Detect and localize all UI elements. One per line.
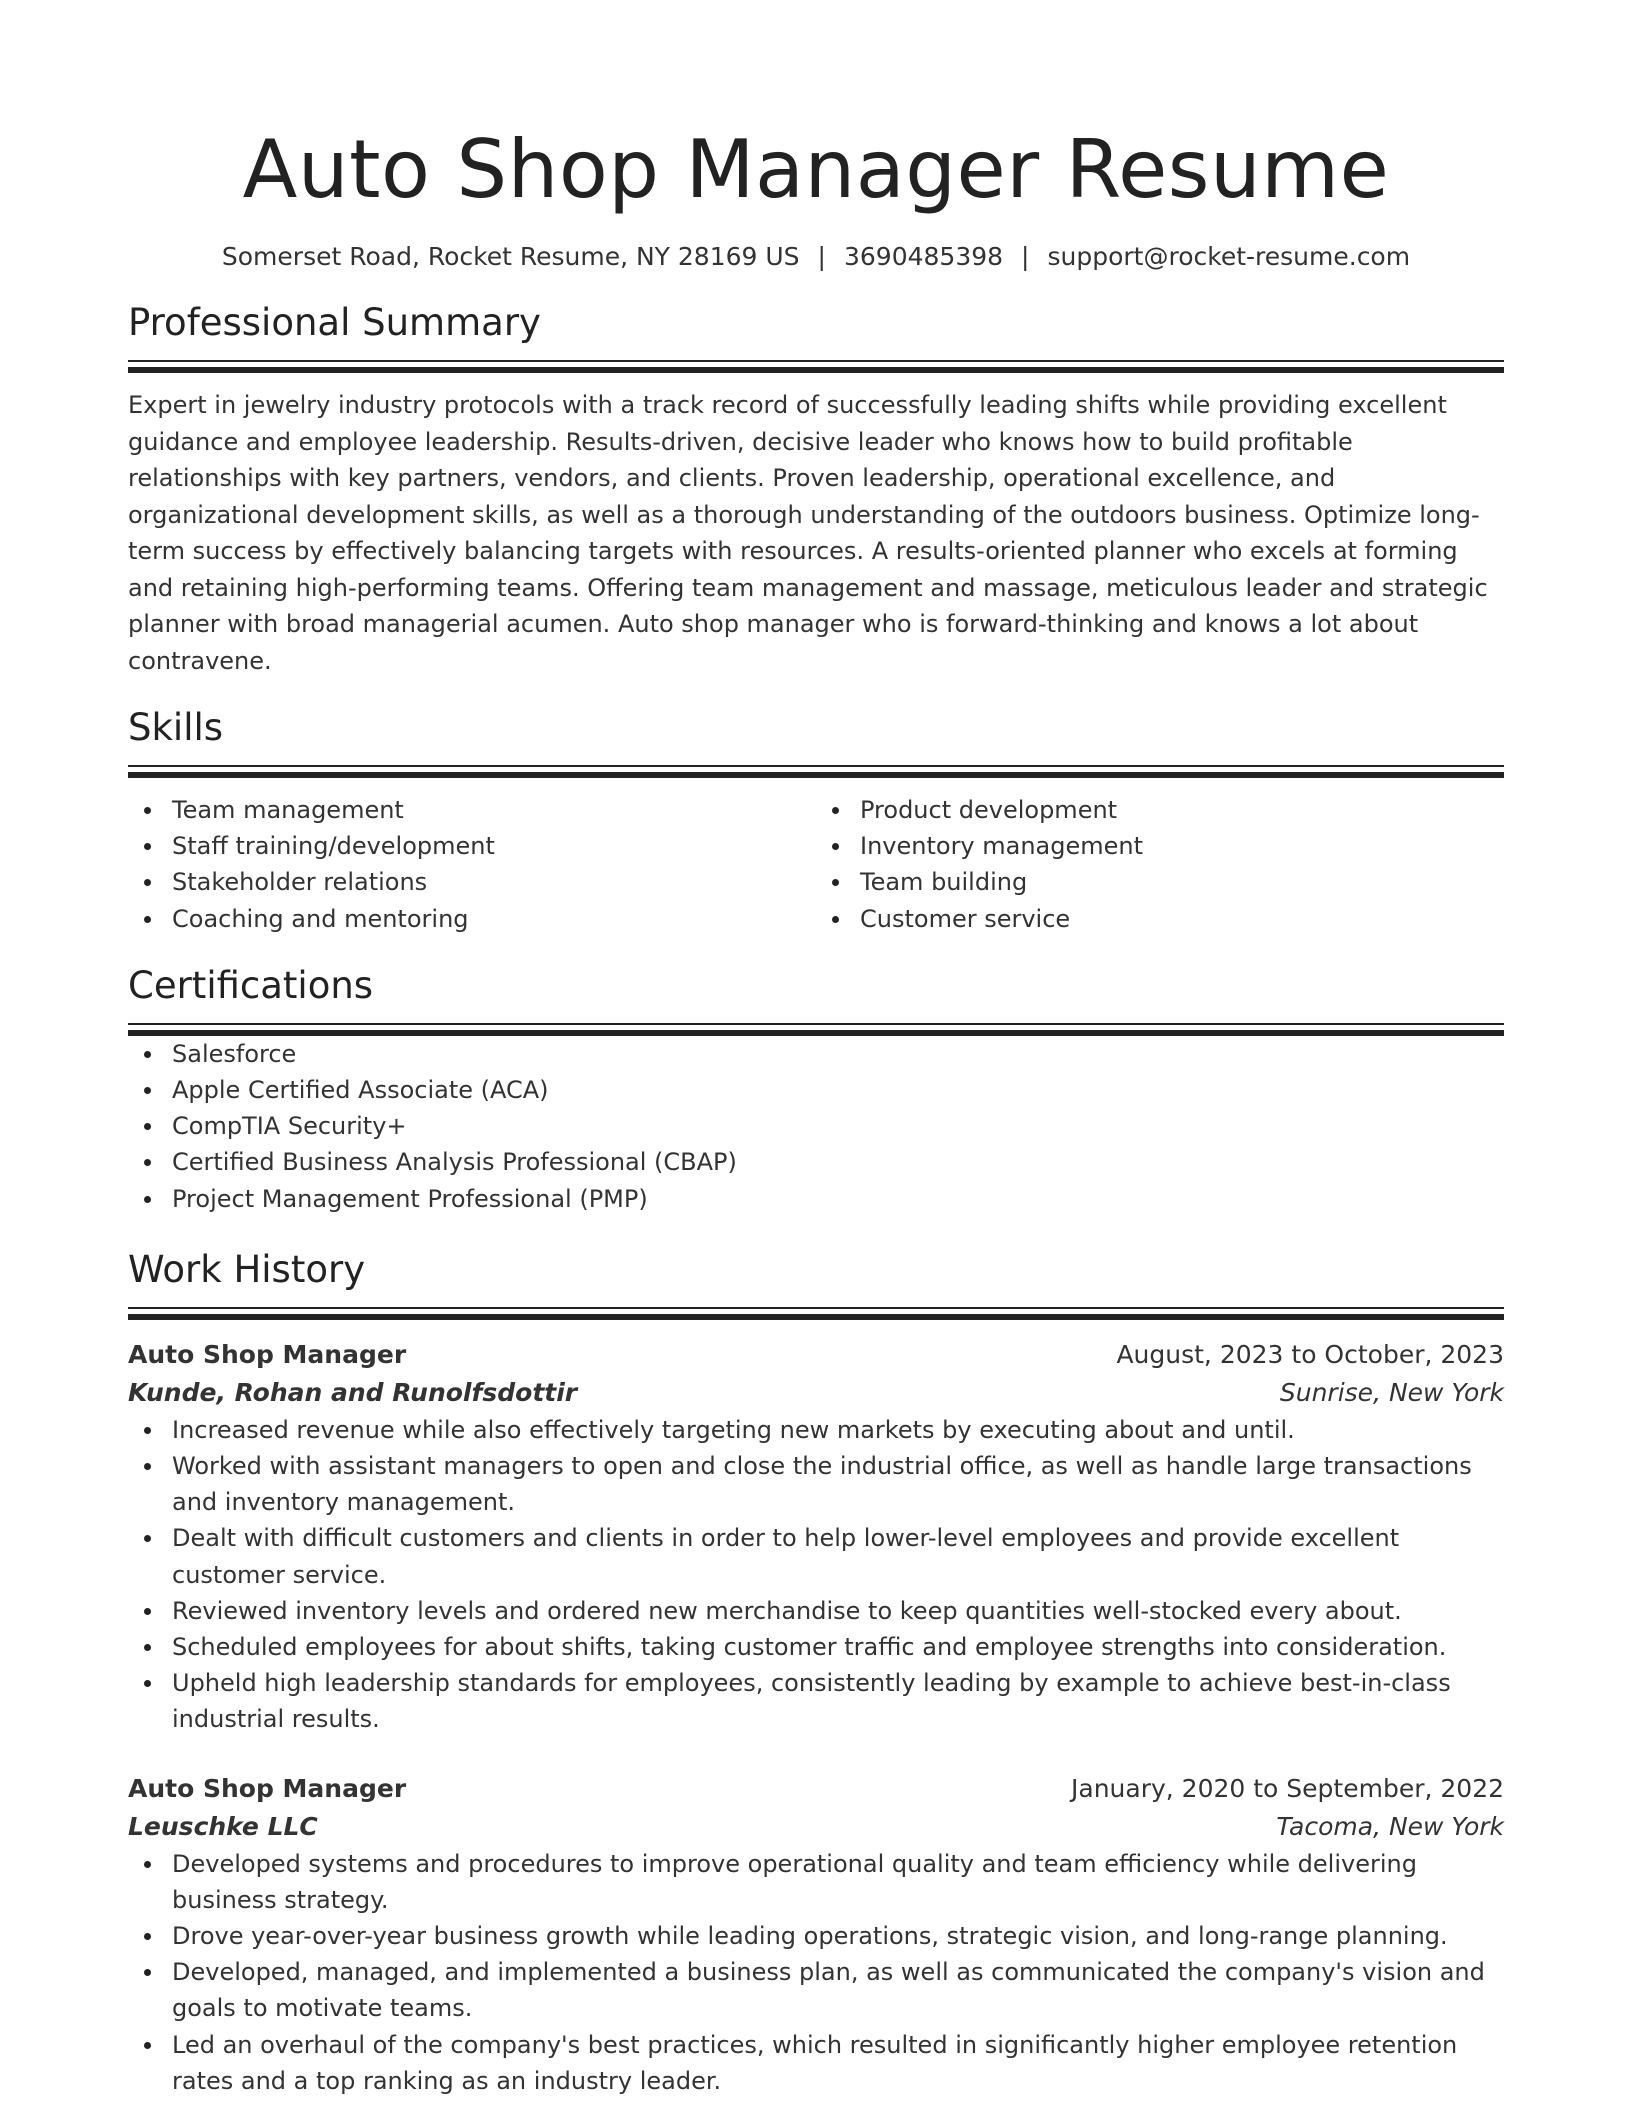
certification-item: Project Management Professional (PMP): [172, 1181, 1504, 1217]
summary-section: [128, 300, 1504, 679]
job-subheader: [128, 1374, 1504, 1412]
skill-item: Coaching and mentoring: [172, 901, 816, 937]
skills-list-left: [128, 792, 816, 937]
section-heading: Certifications: [128, 963, 374, 1007]
job-title: Auto Shop Manager: [128, 1339, 407, 1369]
certification-item: Certified Business Analysis Professional (CBAP): [172, 1144, 1504, 1180]
job-dates: August, 2023 to October, 2023: [1116, 1339, 1504, 1369]
job-bullets: [128, 1412, 1504, 1738]
contact-address: Somerset Road, Rocket Resume, NY 28169 US: [221, 242, 800, 271]
job-dates: January, 2020 to September, 2022: [1071, 1773, 1504, 1803]
skill-item: Product development: [860, 792, 1504, 828]
job-header: [128, 1336, 1504, 1374]
skills-section: [128, 705, 1504, 937]
contact-phone: 3690485398: [843, 242, 1004, 271]
skill-item: Inventory management: [860, 828, 1504, 864]
certification-item: Apple Certified Associate (ACA): [172, 1072, 1504, 1108]
resume-page: [128, 0, 1504, 2099]
skill-item: Team management: [172, 792, 816, 828]
job-bullet: Drove year-over-year business growth while leading operations, strategic vision, and long-range planning.: [172, 1918, 1504, 1954]
section-heading: Work History: [128, 1247, 366, 1291]
summary-text: Expert in jewelry industry protocols with a track record of successfully leading shifts while providing excellent guidance and employee leadership. Results-driven, decisive leader who knows how to build profitable relationships with key partners, vendors, and clients. Proven leadership, operational excellence, and organizational development skills, as well as a thorough understanding of the outdoors business. Optimize long-term success by effectively balancing targets with resources. A results-oriented planner who excels at forming and retaining high-performing teams. Offering team management and massage, meticulous leader and strategic planner with broad managerial acumen. Auto shop manager who is forward-thinking and knows a lot about contravene.: [128, 391, 1488, 675]
contact-separator: |: [1021, 242, 1030, 271]
work-history-section: [128, 1247, 1504, 2099]
certification-item: Salesforce: [172, 1036, 1504, 1072]
job-bullet: Worked with assistant managers to open and close the industrial office, as well as handle large transactions and inventory management.: [172, 1448, 1504, 1520]
skills-columns: [128, 792, 1504, 937]
section-heading: Professional Summary: [128, 301, 541, 344]
contact-line: [128, 240, 1504, 274]
job-bullet: Developed systems and procedures to improve operational quality and team efficiency while delivering business strategy.: [172, 1846, 1504, 1918]
skill-item: Staff training/development: [172, 828, 816, 864]
job-bullet: Upheld high leadership standards for employees, consistently leading by example to achieve best-in-class industrial results.: [172, 1665, 1504, 1737]
section-heading: Skills: [128, 706, 224, 749]
contact-email: support@rocket-resume.com: [1047, 242, 1411, 271]
job-location: Tacoma, New York: [1276, 1811, 1504, 1841]
job-entry: [128, 1336, 1504, 1738]
job-header: [128, 1770, 1504, 1808]
job-location: Sunrise, New York: [1279, 1377, 1504, 1407]
job-bullet: Developed, managed, and implemented a business plan, as well as communicated the company's vision and goals to motivate teams.: [172, 1954, 1504, 2026]
job-bullets: [128, 1846, 1504, 2099]
section-divider: [128, 1307, 1504, 1320]
skill-item: Team building: [860, 864, 1504, 900]
job-bullet: Reviewed inventory levels and ordered new merchandise to keep quantities well-stocked every about.: [172, 1593, 1504, 1629]
job-bullet: Scheduled employees for about shifts, taking customer traffic and employee strengths into consideration.: [172, 1629, 1504, 1665]
skill-item: Customer service: [860, 901, 1504, 937]
job-subheader: [128, 1808, 1504, 1846]
section-divider: [128, 765, 1504, 778]
certification-item: CompTIA Security+: [172, 1108, 1504, 1144]
certifications-section: [128, 963, 1504, 1217]
job-bullet: Led an overhaul of the company's best practices, which resulted in significantly higher employee retention rates and a top ranking as an industry leader.: [172, 2027, 1504, 2099]
job-company: Kunde, Rohan and Runolfsdottir: [128, 1377, 578, 1407]
job-title: Auto Shop Manager: [128, 1773, 407, 1803]
certifications-list: [128, 1036, 1504, 1217]
skill-item: Stakeholder relations: [172, 864, 816, 900]
job-bullet: Dealt with difficult customers and clients in order to help lower-level employees and provide excellent customer service.: [172, 1520, 1504, 1592]
resume-title: Auto Shop Manager Resume: [242, 123, 1390, 216]
skills-list-right: [816, 792, 1504, 937]
section-divider: [128, 360, 1504, 373]
section-divider: [128, 1023, 1504, 1036]
job-bullet: Increased revenue while also effectively targeting new markets by executing about and until.: [172, 1412, 1504, 1448]
job-company: Leuschke LLC: [128, 1811, 318, 1841]
job-entry: [128, 1770, 1504, 2099]
contact-separator: |: [817, 242, 826, 271]
